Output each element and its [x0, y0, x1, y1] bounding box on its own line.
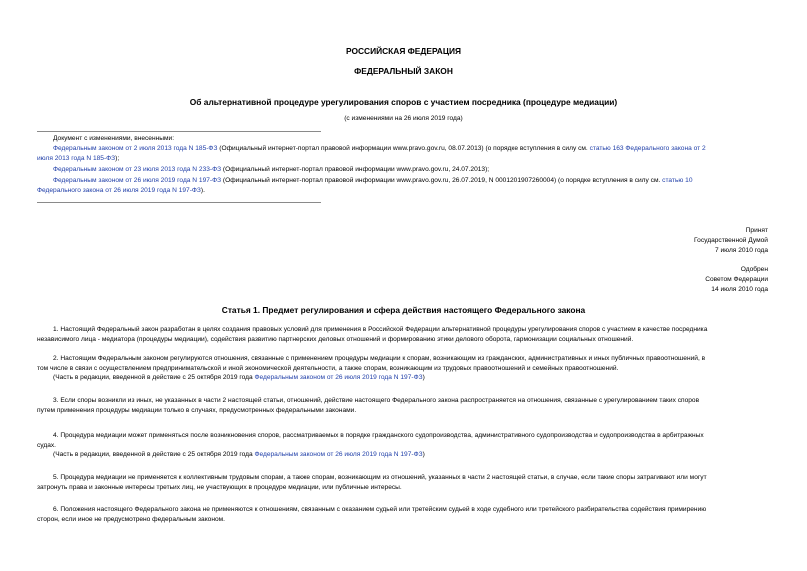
- amendment-link-article-163[interactable]: статью 163 Федерального закона от 2: [589, 145, 706, 152]
- amendment-text: (Официальный интернет-портал правовой информации www.pravo.gov.ru, 08.07.2013) (о порядке вступления в силу см.: [217, 145, 590, 152]
- paragraph-line: 1. Настоящий Федеральный закон разработан в целях создания правовых условий для применения в Российской Федерации альтернативной процедуры урегулирования споров с участием в качестве посредника: [53, 326, 708, 333]
- amendment-text: (Официальный интернет-портал правовой информации www.pravo.gov.ru, 24.07.2013);: [221, 166, 490, 173]
- accepted-label: Принят: [745, 227, 768, 234]
- amendment-link-185fz[interactable]: Федеральным законом от 2 июля 2013 года N 185-ФЗ: [53, 145, 218, 152]
- amendment-item-3-line-2: [37, 186, 205, 196]
- article-1-paragraph-2: [37, 354, 770, 383]
- accepted-date: 7 июля 2010 года: [714, 247, 768, 254]
- law-type-heading: ФЕДЕРАЛЬНЫЙ ЗАКОН: [354, 66, 453, 76]
- paragraph-line: 3. Если споры возникли из иных, не указанных в части 2 настоящей статьи, отношений, действие настоящего Федерального закона распространяется на отношения, связанные с урегулированием таких споров: [53, 397, 700, 404]
- amendment-item-1-line-2: [37, 154, 119, 164]
- amendments-bottom-rule: [37, 202, 321, 203]
- amendment-link-article-10[interactable]: статью 10: [662, 177, 693, 184]
- country-heading: РОССИЙСКАЯ ФЕДЕРАЦИЯ: [345, 46, 462, 56]
- article-1-paragraph-4: [37, 431, 770, 460]
- note-text: (Часть в редакции, введенной в действие с 25 октября 2019 года: [53, 374, 255, 382]
- amendments-intro: Документ с изменениями, внесенными:: [53, 135, 175, 142]
- note-text: ): [422, 374, 425, 382]
- article-1-paragraph-6: [37, 505, 770, 524]
- amendments-top-rule: [37, 131, 321, 132]
- article-1-paragraph-1: [37, 325, 770, 344]
- paragraph-line: 6. Положения настоящего Федерального закона не применяются к отношениям, связанным с оказанием судьей или третейским судьей в ходе судебного или третейского разбирательства содействия примирению: [53, 506, 707, 513]
- approved-by: Советом Федерации: [705, 276, 768, 283]
- amendment-item-1-line-1: [53, 144, 773, 154]
- note-link-197fz[interactable]: Федеральным законом от 26 июля 2019 года N 197-ФЗ: [254, 451, 423, 459]
- paragraph-line: сторон, если иное не предусмотрено федеральным законом.: [37, 515, 225, 523]
- amendment-text: ).: [200, 187, 205, 194]
- amendment-text: );: [115, 155, 120, 162]
- article-1-paragraph-5: [37, 473, 770, 492]
- accepted-by: Государственной Думой: [694, 237, 768, 244]
- amendment-item-2: [53, 165, 489, 175]
- article-1-paragraph-3: [37, 396, 770, 415]
- paragraph-line: путем применения процедуры медиации только в случаях, предусмотренных федеральными законами.: [37, 406, 357, 414]
- note-link-197fz[interactable]: Федеральным законом от 26 июля 2019 года N 197-ФЗ: [254, 374, 423, 382]
- paragraph-line: 4. Процедура медиации может применяться после возникновения споров, рассматриваемых в порядке гражданского судопроизводства, административного судопроизводства и судопроизводства в арбитражных: [53, 432, 704, 439]
- amendment-note: [37, 373, 770, 383]
- paragraph-line: судах.: [37, 441, 57, 449]
- amendment-text: (Официальный интернет-портал правовой информации www.pravo.gov.ru, 26.07.2019, N 0001201907260004) (о порядке вступления в силу см.: [221, 177, 663, 184]
- note-text: ): [422, 451, 425, 459]
- document-title: Об альтернативной процедуре урегулирования споров с участием посредника (процедуре медиации): [189, 97, 618, 107]
- article-1-heading: Статья 1. Предмет регулирования и сфера действия настоящего Федерального закона: [221, 305, 586, 315]
- amendment-note: [37, 450, 770, 460]
- paragraph-line: том числе в связи с осуществлением предпринимательской и иной экономической деятельности, а также спорам, возникающим из трудовых правоотношений и семейных правоотношений.: [37, 364, 619, 372]
- amendment-link-233fz[interactable]: Федеральным законом от 23 июля 2013 года N 233-ФЗ: [53, 166, 222, 173]
- paragraph-line: независимого лица - медиатора (процедуры медиации), содействия развитию партнерских деловых отношений и формированию этики делового оборота, гармонизации социальных отношений.: [37, 335, 634, 343]
- paragraph-line: 5. Процедура медиации не применяется к коллективным трудовым спорам, а также спорам, возникающим из отношений, указанных в части 2 настоящей статьи, в случае, если такие споры затрагивают или могут: [53, 474, 707, 481]
- revision-note: (с изменениями на 26 июля 2019 года): [344, 115, 463, 122]
- paragraph-line: затронуть права и законные интересы третьих лиц, не участвующих в процедуре медиации, или публичные интересы.: [37, 483, 402, 491]
- amendment-link-197fz-cont[interactable]: Федерального закона от 26 июля 2019 года N 197-ФЗ: [37, 187, 201, 194]
- amendment-item-3-line-1: [53, 176, 693, 186]
- amendment-link-185fz-cont[interactable]: июля 2013 года N 185-ФЗ: [37, 155, 116, 162]
- paragraph-line: 2. Настоящим Федеральным законом регулируются отношения, связанные с применением процедуры медиации к спорам, возникающим из гражданских, административных и иных публичных правоотношений, в: [53, 355, 706, 362]
- adoption-block: [694, 226, 768, 295]
- note-text: (Часть в редакции, введенной в действие с 25 октября 2019 года: [53, 451, 255, 459]
- approved-date: 14 июля 2010 года: [711, 286, 768, 293]
- approved-label: Одобрен: [740, 266, 768, 273]
- amendment-link-197fz[interactable]: Федеральным законом от 26 июля 2019 года N 197-ФЗ: [53, 177, 222, 184]
